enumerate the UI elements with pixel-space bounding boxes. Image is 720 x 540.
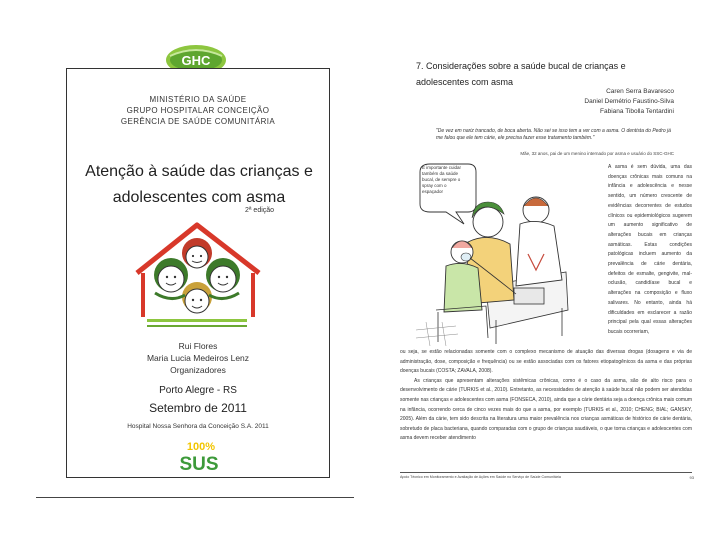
cover-header-management: GERÊNCIA DE SAÚDE COMUNITÁRIA [120, 117, 276, 126]
cover-role: Organizadores [170, 365, 226, 375]
cover-green-bar [147, 319, 247, 322]
footer-rule [400, 472, 692, 473]
sus-100-logo [175, 439, 223, 473]
book-cover [66, 68, 330, 478]
intro-paragraph: A asma é sem dúvida, uma das doenças crônicas mais comuns na infância e adolescência e nesse sentido, um número crescente de evidências decorrentes de estudos clínicos ou epidemiológicos sugerem um aumento significativo de alterações bucais em crianças asmáticas. Estas condições patológicas incluem aumento da prevalência de cárie dentária, defeitos de esmalte, gengivite, mal-oclusão, candidíase bucal e alterações na composição e fluxo salivares. No entanto, ainda há dificuldades em esclarecer a razão principal pela qual essas alterações bucais ocorreriam, [608, 164, 692, 335]
cover-edition: 2ª edição [245, 207, 275, 214]
epigraph-quote: "De vez em nariz trancado, de boca aberta. Não sei se isso tem a ver com a asma. O dentista do Pedro já me falou que ele tem cárie, ele precisa fazer esse tratamento também." [436, 128, 671, 141]
chapter-author-2: Daniel Demétrio Faustino-Silva [584, 98, 674, 105]
cover-title-line2: adolescentes com asma [112, 189, 286, 206]
cover-publisher: Hospital Nossa Senhora da Conceição S.A. 2011 [127, 423, 269, 430]
epigraph-source: Mãe, 32 anos, pai de um menino internado por asma e usuário do SSC-GHC [520, 151, 674, 156]
cover-header-group: GRUPO HOSPITALAR CONCEIÇÃO [126, 106, 270, 115]
cover-author-1: Rui Flores [178, 341, 218, 351]
chapter-title: 7. Considerações sobre a saúde bucal de crianças e adolescentes com asma [416, 61, 626, 87]
children-house-drawing [127, 217, 267, 341]
body-text [400, 348, 692, 444]
book-inner-page [400, 40, 710, 490]
page-footer: Apoio Técnico em Monitoramento e Avaliação de Ações em Saúde no Serviço de Saúde Comunitária [400, 475, 561, 479]
chapter-author-1: Caren Serra Bavaresco [606, 88, 674, 95]
cover-date: Setembro de 2011 [149, 401, 247, 415]
cover-title [75, 159, 323, 211]
ghc-logo-text: GHC [181, 53, 211, 68]
cover-green-bar-thin [147, 325, 247, 327]
chapter-author-3: Fabiana Tibolla Tentardini [600, 108, 674, 115]
sus-number: 100% [186, 441, 216, 453]
sus-text: SUS [179, 454, 219, 473]
body-paragraph-1: ou seja, se estão relacionadas somente com o complexo mecanismo de atuação das diversas drogas (dosagens e via de administração, dose, composição e frequência) ou se estão associadas com os fatores etiopatogênicos da asma e das próprias doenças bucais (COSTA; ZAVALA, 2008). [400, 349, 692, 375]
cover-city: Porto Alegre - RS [159, 385, 237, 396]
page-number: 93 [689, 475, 694, 480]
body-paragraph-2: As crianças que apresentam alterações sistêmicas crônicas, como é o caso da asma, são de alto risco para o desenvolvimento de cárie (TURKIS et al., 2010). Entretanto, as necessidades de atenção à saúde bucal não podem ser atendidas somente nas crianças e adolescentes com asma (FONSECA, 2010), ainda que a cárie dentária seja a doença crônica mais comum na infância, ocorrendo cerca de cinco vezes mais do que a asma, por exemplo (TURKIS et al., 2010; CHENG; BIAL; GANSKY, 2005). Além da cárie, tem sido descrita na literatura uma maior prevalência nos crianças asmáticas de histórico de cárie dentária, sobretudo de placa bacteriana, quando comparadas com o grupo de crianças saudáveis, o que torna crianças e adolescentes com asma devem receber atendimento [400, 377, 692, 442]
cover-header-ministry: MINISTÉRIO DA SAÚDE [149, 95, 247, 104]
cover-title-line1: Atenção à saúde das crianças e [85, 163, 313, 180]
speech-bubble-text: É importante cuidar também da saúde bucal, de sempre o spray com o espaçador [422, 165, 462, 194]
cover-author-2: Maria Lucia Medeiros Lenz [146, 353, 250, 363]
separator-line [36, 497, 354, 498]
